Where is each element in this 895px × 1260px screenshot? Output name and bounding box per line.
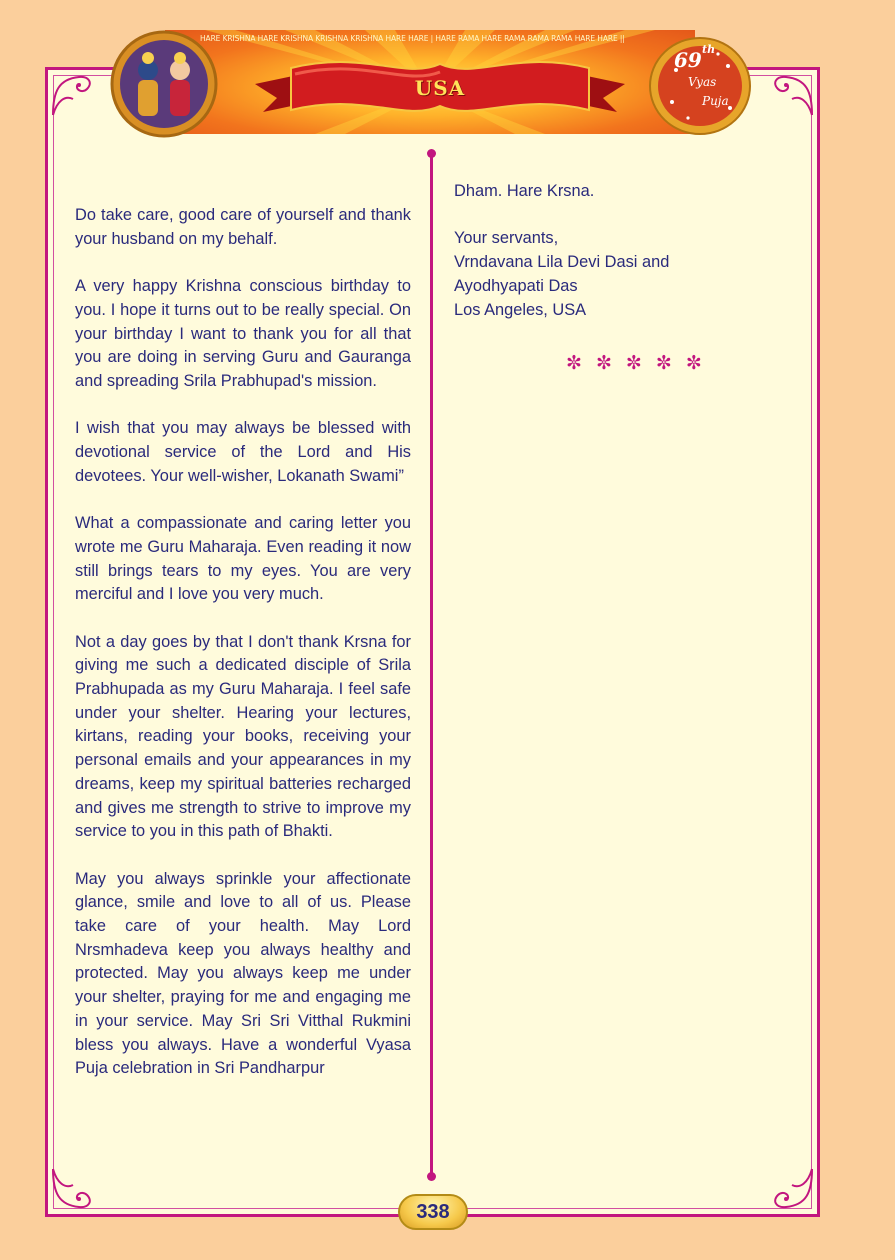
corner-ornament-bottom-left <box>49 1165 97 1213</box>
signer-location: Los Angeles, USA <box>454 300 587 319</box>
opening-line: Dham. Hare Krsna. <box>454 182 595 200</box>
badge-suffix: th <box>702 43 716 56</box>
closing-salutation: Your servants, <box>454 229 559 248</box>
badge-number: 69 <box>674 48 702 72</box>
divider-dot-top <box>427 149 436 158</box>
signer-line: Vrndavana Lila Devi Dasi and <box>454 253 670 272</box>
paragraph: What a compassionate and caring letter you wrote me Guru Maharaja. Even reading it now still brings tears to my eyes. You are very merciful and I love you very much. <box>75 514 411 604</box>
left-text-column <box>75 204 411 1105</box>
page-number: 338 <box>398 1194 468 1230</box>
column-divider <box>430 153 433 1177</box>
paragraph: A very happy Krishna conscious birthday to you. I hope it turns out to be really special. On your birthday I want to thank you for all that you are doing in serving Guru and Gauranga and spreading Srila Prabhupad's mission. <box>75 277 411 390</box>
paragraph: May you always sprinkle your affectionate glance, smile and love to all of us. Please take care of your health. May Lord Nrsmhadeva keep you always healthy and protected. May you always keep me under your shelter, praying for me and engaging me in your service. May Sri Sri Vitthal Rukmini bless you always. Have a wonderful Vyasa Puja celebration in Sri Pandharpur <box>75 869 411 1078</box>
section-separator-stars: ✼ ✼ ✼ ✼ ✼ <box>566 352 706 374</box>
badge-line-vyas: Vyas <box>688 75 717 89</box>
paragraph: I wish that you may always be blessed with devotional service of the Lord and His devotees. Your well-wisher, Lokanath Swami” <box>75 419 411 485</box>
mantra-strip: HARE KRISHNA HARE KRISHNA KRISHNA KRISHNA HARE HARE | HARE RAMA HARE RAMA RAMA RAMA HARE HARE || <box>200 34 625 43</box>
badge-line-puja: Puja <box>702 94 729 108</box>
section-title: USA <box>414 76 466 100</box>
deity-portrait-medallion <box>110 30 218 138</box>
corner-ornament-bottom-right <box>768 1165 816 1213</box>
signer-line: Ayodhyapati Das <box>454 276 578 295</box>
paragraph: Do take care, good care of yourself and thank your husband on my behalf. <box>75 206 411 248</box>
divider-dot-bottom <box>427 1172 436 1181</box>
right-text-column <box>454 180 784 322</box>
corner-ornament-top-right <box>768 71 816 119</box>
paragraph: Not a day goes by that I don't thank Krsna for giving me such a dedicated disciple of Srila Prabhupada as my Guru Maharaja. I feel safe under your shelter. Hearing your lectures, kirtans, reading your books, receiving your personal emails and your appearances in my dreams, keep my spiritual batteries recharged and gives me strength to strive to improve my service to you in this path of Bhakti. <box>75 632 411 841</box>
corner-ornament-top-left <box>49 71 97 119</box>
